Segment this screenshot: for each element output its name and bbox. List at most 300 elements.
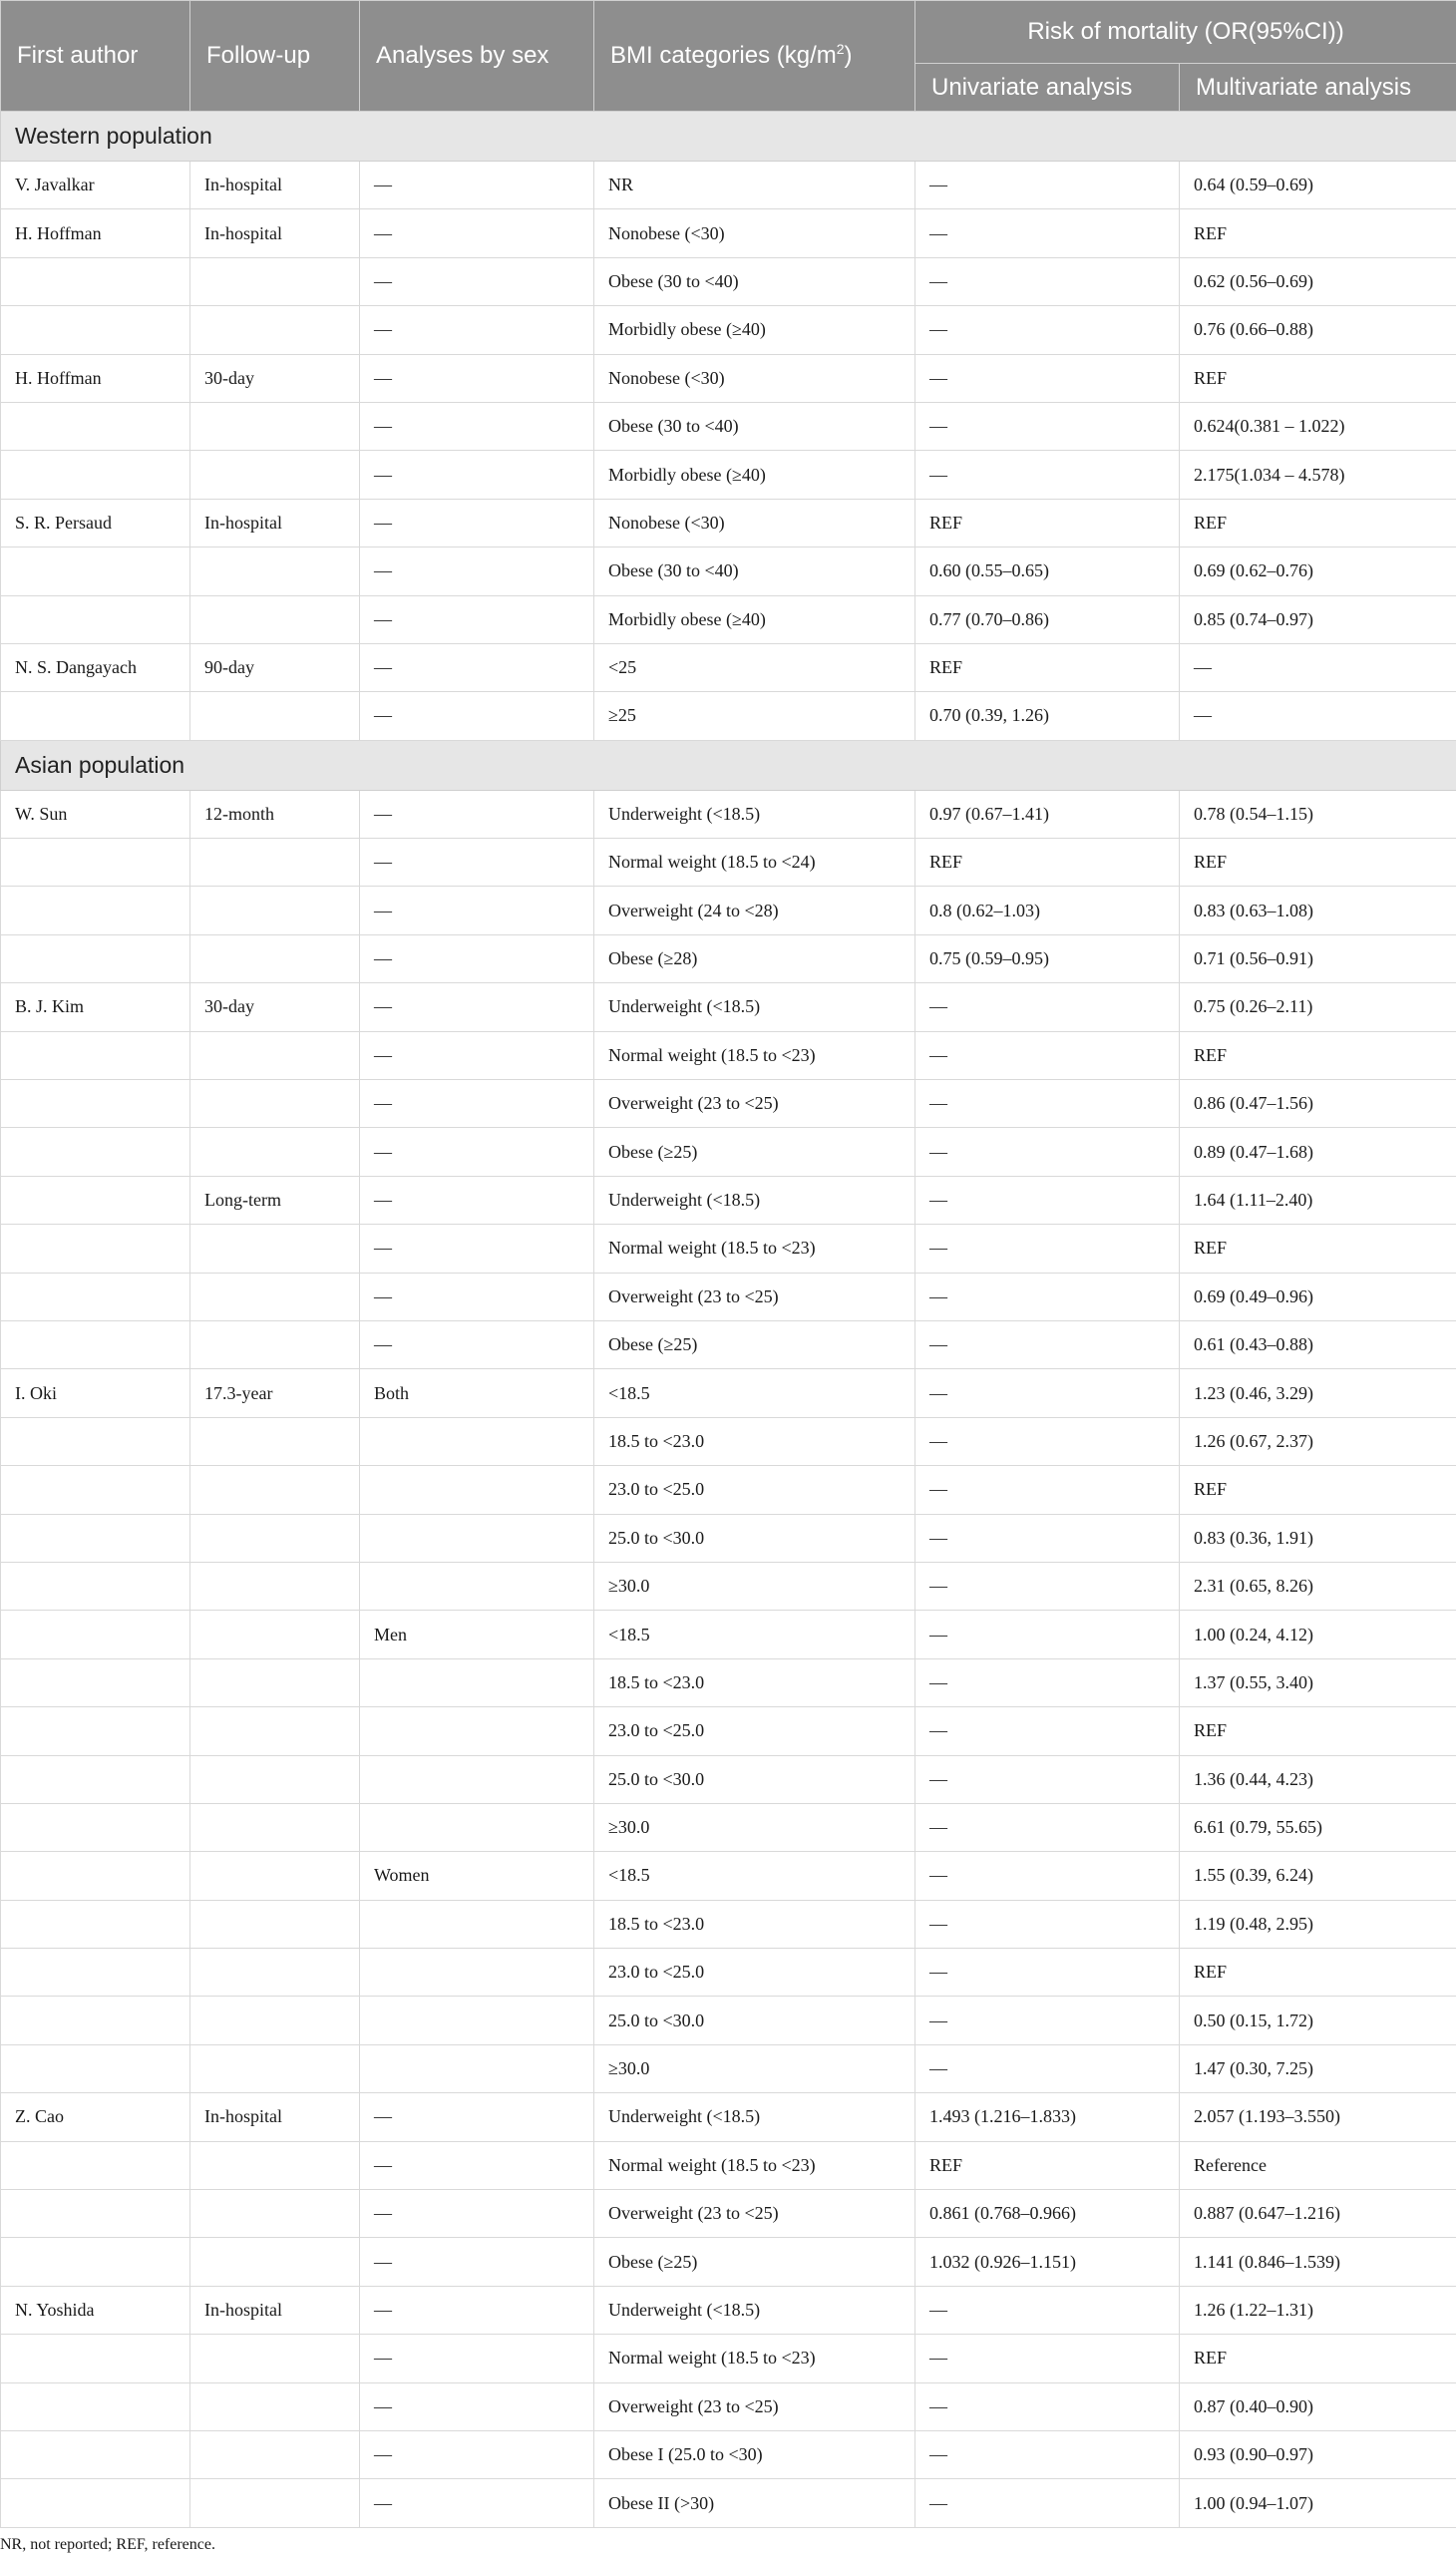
- cell-analyses-by-sex: —: [360, 306, 594, 354]
- cell-first-author: [1, 692, 190, 740]
- cell-analyses-by-sex: —: [360, 2190, 594, 2238]
- cell-first-author: [1, 2430, 190, 2478]
- cell-multivariate: 0.89 (0.47–1.68): [1180, 1128, 1456, 1176]
- cell-first-author: [1, 2044, 190, 2092]
- cell-bmi-category: Underweight (<18.5): [594, 790, 915, 838]
- cell-bmi-category: <18.5: [594, 1852, 915, 1900]
- cell-multivariate: REF: [1180, 354, 1456, 402]
- cell-follow-up: Long-term: [190, 1176, 360, 1224]
- cell-bmi-category: 25.0 to <30.0: [594, 1514, 915, 1562]
- cell-univariate: —: [915, 209, 1180, 257]
- cell-univariate: —: [915, 1997, 1180, 2044]
- cell-bmi-category: 18.5 to <23.0: [594, 1900, 915, 1948]
- cell-follow-up: [190, 1900, 360, 1948]
- header-risk-of-mortality: Risk of mortality (OR(95%CI)): [915, 1, 1456, 64]
- cell-bmi-category: Overweight (23 to <25): [594, 2382, 915, 2430]
- section-title: Asian population: [1, 740, 1456, 790]
- cell-multivariate: 0.85 (0.74–0.97): [1180, 595, 1456, 643]
- header-multivariate: Multivariate analysis: [1180, 64, 1456, 112]
- cell-analyses-by-sex: [360, 1803, 594, 1851]
- cell-analyses-by-sex: —: [360, 162, 594, 209]
- cell-multivariate: 0.86 (0.47–1.56): [1180, 1080, 1456, 1128]
- cell-univariate: REF: [915, 499, 1180, 547]
- cell-univariate: —: [915, 1611, 1180, 1658]
- cell-first-author: Z. Cao: [1, 2093, 190, 2141]
- cell-univariate: —: [915, 451, 1180, 499]
- cell-first-author: [1, 1852, 190, 1900]
- cell-analyses-by-sex: —: [360, 839, 594, 887]
- cell-multivariate: 1.00 (0.24, 4.12): [1180, 1611, 1456, 1658]
- cell-bmi-category: Overweight (23 to <25): [594, 1080, 915, 1128]
- cell-multivariate: 0.83 (0.63–1.08): [1180, 887, 1456, 934]
- cell-first-author: [1, 934, 190, 982]
- cell-univariate: —: [915, 1320, 1180, 1368]
- cell-first-author: V. Javalkar: [1, 162, 190, 209]
- cell-multivariate: 0.71 (0.56–0.91): [1180, 934, 1456, 982]
- cell-first-author: [1, 2190, 190, 2238]
- cell-first-author: [1, 1273, 190, 1320]
- cell-univariate: —: [915, 1658, 1180, 1706]
- cell-multivariate: 0.64 (0.59–0.69): [1180, 162, 1456, 209]
- table-row: [1, 402, 1456, 450]
- cell-bmi-category: Normal weight (18.5 to <24): [594, 839, 915, 887]
- cell-bmi-category: Underweight (<18.5): [594, 2093, 915, 2141]
- cell-univariate: —: [915, 2479, 1180, 2527]
- cell-analyses-by-sex: Men: [360, 1611, 594, 1658]
- cell-first-author: N. Yoshida: [1, 2286, 190, 2334]
- cell-multivariate: 2.057 (1.193–3.550): [1180, 2093, 1456, 2141]
- cell-multivariate: —: [1180, 692, 1456, 740]
- cell-follow-up: [190, 2430, 360, 2478]
- table-row: [1, 1900, 1456, 1948]
- cell-follow-up: [190, 1466, 360, 1514]
- cell-univariate: —: [915, 2430, 1180, 2478]
- cell-bmi-category: Obese (30 to <40): [594, 257, 915, 305]
- cell-univariate: —: [915, 1852, 1180, 1900]
- cell-bmi-category: Morbidly obese (≥40): [594, 595, 915, 643]
- table-row: [1, 548, 1456, 595]
- cell-multivariate: 1.00 (0.94–1.07): [1180, 2479, 1456, 2527]
- cell-multivariate: REF: [1180, 1225, 1456, 1273]
- cell-bmi-category: Normal weight (18.5 to <23): [594, 1031, 915, 1079]
- cell-follow-up: [190, 1080, 360, 1128]
- cell-first-author: [1, 1707, 190, 1755]
- cell-follow-up: [190, 1949, 360, 1997]
- table-row: [1, 1466, 1456, 1514]
- cell-multivariate: 0.78 (0.54–1.15): [1180, 790, 1456, 838]
- cell-analyses-by-sex: —: [360, 451, 594, 499]
- table-row: [1, 2382, 1456, 2430]
- cell-bmi-category: 18.5 to <23.0: [594, 1658, 915, 1706]
- cell-multivariate: 0.87 (0.40–0.90): [1180, 2382, 1456, 2430]
- table-row: [1, 1031, 1456, 1079]
- cell-first-author: [1, 1128, 190, 1176]
- cell-bmi-category: Morbidly obese (≥40): [594, 306, 915, 354]
- table-row: [1, 2238, 1456, 2286]
- cell-analyses-by-sex: Both: [360, 1369, 594, 1417]
- cell-multivariate: 0.61 (0.43–0.88): [1180, 1320, 1456, 1368]
- cell-analyses-by-sex: —: [360, 1273, 594, 1320]
- cell-multivariate: 1.26 (0.67, 2.37): [1180, 1417, 1456, 1465]
- table-row: [1, 595, 1456, 643]
- cell-first-author: [1, 1514, 190, 1562]
- table-row: [1, 209, 1456, 257]
- cell-univariate: —: [915, 2044, 1180, 2092]
- cell-bmi-category: Overweight (23 to <25): [594, 2190, 915, 2238]
- cell-bmi-category: <18.5: [594, 1611, 915, 1658]
- table-row: [1, 1949, 1456, 1997]
- table-row: [1, 643, 1456, 691]
- table-row: [1, 934, 1456, 982]
- table-row: [1, 1707, 1456, 1755]
- cell-univariate: 0.75 (0.59–0.95): [915, 934, 1180, 982]
- cell-follow-up: [190, 1320, 360, 1368]
- cell-analyses-by-sex: —: [360, 595, 594, 643]
- cell-univariate: —: [915, 2335, 1180, 2382]
- cell-multivariate: 0.50 (0.15, 1.72): [1180, 1997, 1456, 2044]
- cell-univariate: —: [915, 983, 1180, 1031]
- cell-multivariate: 1.55 (0.39, 6.24): [1180, 1852, 1456, 1900]
- cell-multivariate: 1.141 (0.846–1.539): [1180, 2238, 1456, 2286]
- cell-follow-up: In-hospital: [190, 2093, 360, 2141]
- cell-analyses-by-sex: —: [360, 257, 594, 305]
- table-row: [1, 2335, 1456, 2382]
- cell-univariate: —: [915, 1128, 1180, 1176]
- cell-multivariate: REF: [1180, 839, 1456, 887]
- cell-univariate: —: [915, 1514, 1180, 1562]
- table-row: [1, 2093, 1456, 2141]
- cell-multivariate: REF: [1180, 209, 1456, 257]
- cell-follow-up: In-hospital: [190, 499, 360, 547]
- cell-bmi-category: 23.0 to <25.0: [594, 1949, 915, 1997]
- cell-follow-up: [190, 839, 360, 887]
- table-footnote: NR, not reported; REF, reference.: [0, 2535, 215, 2553]
- cell-bmi-category: 25.0 to <30.0: [594, 1997, 915, 2044]
- cell-bmi-category: Underweight (<18.5): [594, 1176, 915, 1224]
- cell-first-author: [1, 548, 190, 595]
- cell-analyses-by-sex: [360, 1562, 594, 1610]
- cell-follow-up: [190, 887, 360, 934]
- cell-univariate: —: [915, 1803, 1180, 1851]
- cell-first-author: [1, 2141, 190, 2189]
- cell-bmi-category: 18.5 to <23.0: [594, 1417, 915, 1465]
- cell-first-author: [1, 1900, 190, 1948]
- table-row: [1, 790, 1456, 838]
- cell-bmi-category: Obese (≥25): [594, 1128, 915, 1176]
- cell-analyses-by-sex: —: [360, 790, 594, 838]
- cell-follow-up: [190, 692, 360, 740]
- cell-analyses-by-sex: —: [360, 1225, 594, 1273]
- cell-multivariate: —: [1180, 643, 1456, 691]
- cell-follow-up: [190, 1225, 360, 1273]
- cell-follow-up: 30-day: [190, 354, 360, 402]
- cell-multivariate: 2.31 (0.65, 8.26): [1180, 1562, 1456, 1610]
- cell-first-author: [1, 595, 190, 643]
- cell-first-author: [1, 2238, 190, 2286]
- table-row: [1, 354, 1456, 402]
- cell-bmi-category: Obese (30 to <40): [594, 402, 915, 450]
- table-row: [1, 1611, 1456, 1658]
- cell-bmi-category: Morbidly obese (≥40): [594, 451, 915, 499]
- table-row: [1, 2141, 1456, 2189]
- cell-follow-up: [190, 1273, 360, 1320]
- cell-analyses-by-sex: [360, 1900, 594, 1948]
- section-title: Western population: [1, 112, 1456, 162]
- cell-univariate: —: [915, 306, 1180, 354]
- cell-analyses-by-sex: Women: [360, 1852, 594, 1900]
- cell-follow-up: In-hospital: [190, 162, 360, 209]
- cell-first-author: [1, 1562, 190, 1610]
- cell-analyses-by-sex: [360, 1514, 594, 1562]
- cell-first-author: [1, 1225, 190, 1273]
- table-row: [1, 1562, 1456, 1610]
- cell-univariate: —: [915, 402, 1180, 450]
- table-row: [1, 2286, 1456, 2334]
- table-row: [1, 1417, 1456, 1465]
- cell-univariate: REF: [915, 839, 1180, 887]
- table-row: [1, 1320, 1456, 1368]
- cell-analyses-by-sex: —: [360, 2382, 594, 2430]
- cell-univariate: —: [915, 1031, 1180, 1079]
- cell-follow-up: [190, 1128, 360, 1176]
- cell-first-author: [1, 1176, 190, 1224]
- table-row: [1, 2044, 1456, 2092]
- cell-follow-up: [190, 306, 360, 354]
- cell-follow-up: In-hospital: [190, 209, 360, 257]
- cell-follow-up: 30-day: [190, 983, 360, 1031]
- table-body: [1, 112, 1456, 2528]
- table-row: [1, 983, 1456, 1031]
- cell-univariate: 0.97 (0.67–1.41): [915, 790, 1180, 838]
- cell-first-author: [1, 1658, 190, 1706]
- cell-first-author: [1, 1611, 190, 1658]
- cell-follow-up: [190, 1658, 360, 1706]
- cell-univariate: —: [915, 1900, 1180, 1948]
- cell-follow-up: [190, 1803, 360, 1851]
- cell-analyses-by-sex: —: [360, 2286, 594, 2334]
- cell-analyses-by-sex: —: [360, 354, 594, 402]
- cell-first-author: [1, 257, 190, 305]
- cell-analyses-by-sex: —: [360, 548, 594, 595]
- cell-first-author: [1, 1031, 190, 1079]
- cell-bmi-category: <18.5: [594, 1369, 915, 1417]
- cell-first-author: [1, 306, 190, 354]
- cell-bmi-category: ≥25: [594, 692, 915, 740]
- table-row: [1, 1997, 1456, 2044]
- cell-follow-up: [190, 2190, 360, 2238]
- table-row: [1, 257, 1456, 305]
- cell-multivariate: 1.47 (0.30, 7.25): [1180, 2044, 1456, 2092]
- cell-follow-up: [190, 1611, 360, 1658]
- cell-first-author: [1, 2479, 190, 2527]
- cell-univariate: —: [915, 1755, 1180, 1803]
- cell-bmi-category: Underweight (<18.5): [594, 983, 915, 1031]
- cell-follow-up: [190, 1755, 360, 1803]
- cell-univariate: —: [915, 1273, 1180, 1320]
- cell-bmi-category: Nonobese (<30): [594, 209, 915, 257]
- cell-follow-up: [190, 2044, 360, 2092]
- table-row: [1, 1273, 1456, 1320]
- table-row: [1, 1225, 1456, 1273]
- cell-first-author: N. S. Dangayach: [1, 643, 190, 691]
- cell-follow-up: [190, 1852, 360, 1900]
- cell-follow-up: [190, 1707, 360, 1755]
- cell-first-author: [1, 887, 190, 934]
- table-row: [1, 1128, 1456, 1176]
- cell-bmi-category: 23.0 to <25.0: [594, 1466, 915, 1514]
- cell-follow-up: [190, 2141, 360, 2189]
- header-bmi-categories: [594, 1, 915, 112]
- cell-first-author: H. Hoffman: [1, 209, 190, 257]
- header-univariate: Univariate analysis: [915, 64, 1180, 112]
- cell-analyses-by-sex: [360, 1949, 594, 1997]
- cell-multivariate: 0.76 (0.66–0.88): [1180, 306, 1456, 354]
- cell-multivariate: 0.69 (0.49–0.96): [1180, 1273, 1456, 1320]
- header-analyses-by-sex: Analyses by sex: [360, 1, 594, 112]
- table-header: [1, 1, 1456, 112]
- cell-univariate: 0.70 (0.39, 1.26): [915, 692, 1180, 740]
- cell-bmi-category: Obese II (>30): [594, 2479, 915, 2527]
- table-row: [1, 1514, 1456, 1562]
- cell-follow-up: 90-day: [190, 643, 360, 691]
- cell-follow-up: [190, 402, 360, 450]
- cell-univariate: —: [915, 257, 1180, 305]
- cell-univariate: 0.8 (0.62–1.03): [915, 887, 1180, 934]
- cell-follow-up: [190, 2382, 360, 2430]
- cell-first-author: I. Oki: [1, 1369, 190, 1417]
- cell-analyses-by-sex: [360, 1658, 594, 1706]
- cell-bmi-category: Normal weight (18.5 to <23): [594, 2335, 915, 2382]
- cell-multivariate: 2.175(1.034 – 4.578): [1180, 451, 1456, 499]
- cell-multivariate: 1.19 (0.48, 2.95): [1180, 1900, 1456, 1948]
- cell-analyses-by-sex: —: [360, 2238, 594, 2286]
- table-row: [1, 2479, 1456, 2527]
- cell-analyses-by-sex: —: [360, 692, 594, 740]
- cell-analyses-by-sex: [360, 2044, 594, 2092]
- cell-follow-up: [190, 1514, 360, 1562]
- cell-analyses-by-sex: —: [360, 2479, 594, 2527]
- cell-bmi-category: Overweight (23 to <25): [594, 1273, 915, 1320]
- cell-analyses-by-sex: —: [360, 1080, 594, 1128]
- cell-multivariate: 0.93 (0.90–0.97): [1180, 2430, 1456, 2478]
- cell-bmi-category: Obese (30 to <40): [594, 548, 915, 595]
- cell-multivariate: 1.37 (0.55, 3.40): [1180, 1658, 1456, 1706]
- cell-analyses-by-sex: —: [360, 983, 594, 1031]
- cell-first-author: [1, 2335, 190, 2382]
- table-row: [1, 306, 1456, 354]
- cell-univariate: 1.032 (0.926–1.151): [915, 2238, 1180, 2286]
- cell-follow-up: 12-month: [190, 790, 360, 838]
- cell-univariate: —: [915, 1417, 1180, 1465]
- cell-multivariate: REF: [1180, 499, 1456, 547]
- cell-analyses-by-sex: —: [360, 2141, 594, 2189]
- cell-univariate: —: [915, 1369, 1180, 1417]
- table-row: [1, 1369, 1456, 1417]
- cell-univariate: —: [915, 1225, 1180, 1273]
- cell-multivariate: 0.887 (0.647–1.216): [1180, 2190, 1456, 2238]
- section-row: [1, 112, 1456, 162]
- cell-univariate: REF: [915, 2141, 1180, 2189]
- cell-first-author: B. J. Kim: [1, 983, 190, 1031]
- cell-follow-up: [190, 934, 360, 982]
- cell-multivariate: 0.75 (0.26–2.11): [1180, 983, 1456, 1031]
- cell-analyses-by-sex: [360, 1417, 594, 1465]
- cell-analyses-by-sex: —: [360, 643, 594, 691]
- cell-follow-up: In-hospital: [190, 2286, 360, 2334]
- cell-follow-up: [190, 2238, 360, 2286]
- cell-follow-up: [190, 257, 360, 305]
- cell-analyses-by-sex: —: [360, 887, 594, 934]
- cell-analyses-by-sex: —: [360, 2430, 594, 2478]
- cell-multivariate: 0.624(0.381 – 1.022): [1180, 402, 1456, 450]
- cell-bmi-category: Obese (≥28): [594, 934, 915, 982]
- cell-multivariate: REF: [1180, 1466, 1456, 1514]
- table-row: [1, 2430, 1456, 2478]
- table-row: [1, 451, 1456, 499]
- cell-bmi-category: 25.0 to <30.0: [594, 1755, 915, 1803]
- cell-analyses-by-sex: —: [360, 1176, 594, 1224]
- cell-first-author: [1, 1997, 190, 2044]
- cell-analyses-by-sex: [360, 1755, 594, 1803]
- table-row: [1, 499, 1456, 547]
- cell-univariate: —: [915, 1562, 1180, 1610]
- cell-analyses-by-sex: [360, 1997, 594, 2044]
- cell-univariate: 0.77 (0.70–0.86): [915, 595, 1180, 643]
- cell-bmi-category: Obese (≥25): [594, 1320, 915, 1368]
- cell-univariate: —: [915, 2382, 1180, 2430]
- cell-multivariate: REF: [1180, 1949, 1456, 1997]
- cell-analyses-by-sex: —: [360, 2093, 594, 2141]
- table-row: [1, 839, 1456, 887]
- table-row: [1, 1852, 1456, 1900]
- cell-univariate: —: [915, 2286, 1180, 2334]
- cell-analyses-by-sex: —: [360, 209, 594, 257]
- cell-follow-up: [190, 595, 360, 643]
- cell-analyses-by-sex: —: [360, 499, 594, 547]
- cell-multivariate: 1.26 (1.22–1.31): [1180, 2286, 1456, 2334]
- cell-multivariate: Reference: [1180, 2141, 1456, 2189]
- cell-first-author: [1, 1949, 190, 1997]
- cell-bmi-category: Nonobese (<30): [594, 354, 915, 402]
- table-row: [1, 887, 1456, 934]
- cell-bmi-category: ≥30.0: [594, 1562, 915, 1610]
- cell-follow-up: [190, 1417, 360, 1465]
- cell-multivariate: REF: [1180, 1707, 1456, 1755]
- table-row: [1, 1755, 1456, 1803]
- cell-analyses-by-sex: —: [360, 402, 594, 450]
- cell-follow-up: [190, 2479, 360, 2527]
- table-row: [1, 1176, 1456, 1224]
- cell-bmi-category: <25: [594, 643, 915, 691]
- cell-univariate: REF: [915, 643, 1180, 691]
- cell-univariate: 0.60 (0.55–0.65): [915, 548, 1180, 595]
- cell-bmi-category: Normal weight (18.5 to <23): [594, 2141, 915, 2189]
- cell-bmi-category: Obese (≥25): [594, 2238, 915, 2286]
- header-bmi-sup: 2: [836, 41, 845, 57]
- cell-univariate: —: [915, 1176, 1180, 1224]
- cell-multivariate: 0.69 (0.62–0.76): [1180, 548, 1456, 595]
- cell-follow-up: [190, 548, 360, 595]
- cell-univariate: —: [915, 162, 1180, 209]
- cell-bmi-category: Overweight (24 to <28): [594, 887, 915, 934]
- cell-first-author: [1, 1080, 190, 1128]
- cell-first-author: [1, 402, 190, 450]
- cell-follow-up: 17.3-year: [190, 1369, 360, 1417]
- section-row: [1, 740, 1456, 790]
- cell-follow-up: [190, 1031, 360, 1079]
- cell-first-author: [1, 1417, 190, 1465]
- cell-bmi-category: Normal weight (18.5 to <23): [594, 1225, 915, 1273]
